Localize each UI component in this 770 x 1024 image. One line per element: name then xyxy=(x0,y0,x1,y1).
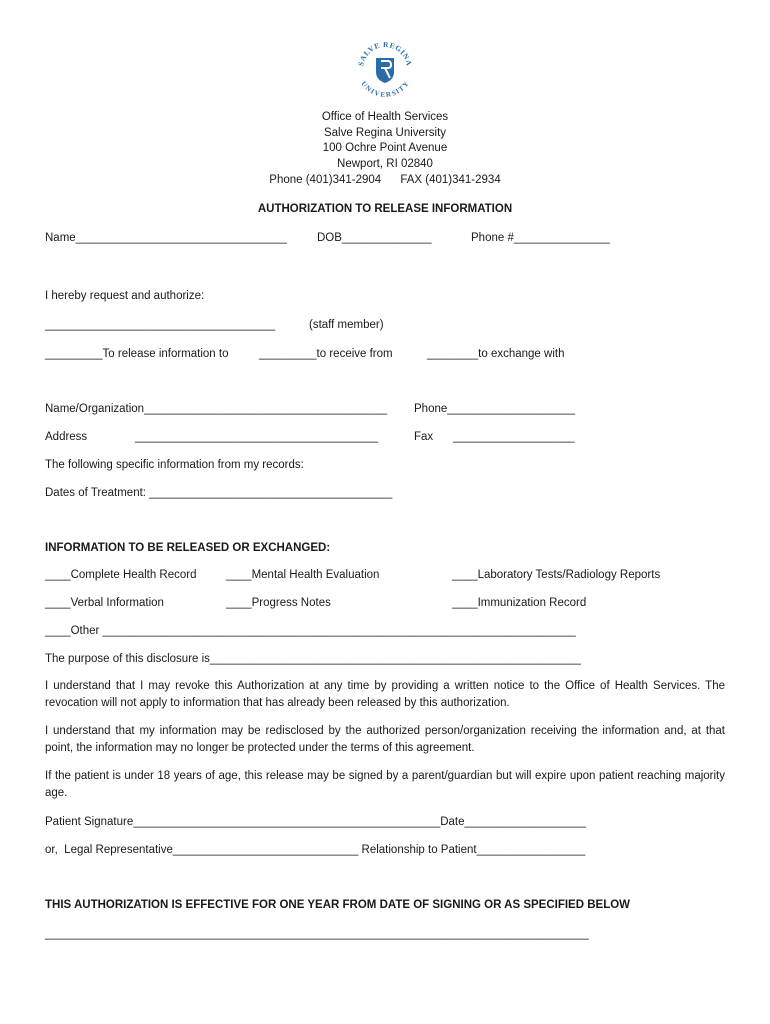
info-heading: INFORMATION TO BE RELEASED OR EXCHANGED: xyxy=(45,542,331,554)
request-intro: I hereby request and authorize: xyxy=(45,290,205,302)
dob-field[interactable]: DOB______________ xyxy=(317,232,432,244)
item-mental-health-evaluation[interactable]: ____Mental Health Evaluation xyxy=(226,569,380,581)
recipient-name-field[interactable]: Name/Organization______________________________________ xyxy=(45,403,388,415)
item-lab-radiology[interactable]: ____Laboratory Tests/Radiology Reports xyxy=(452,569,661,581)
office-name: Office of Health Services xyxy=(321,111,449,123)
effective-notice: THIS AUTHORIZATION IS EFFECTIVE FOR ONE YEAR FROM DATE OF SIGNING OR AS SPECIFIED BELOW xyxy=(45,899,631,911)
address-label: Address xyxy=(45,431,88,443)
item-other-field[interactable]: ____Other __________________________________________________________________________ xyxy=(45,625,576,637)
item-complete-health-record[interactable]: ____Complete Health Record xyxy=(45,569,197,581)
patient-phone-field[interactable]: Phone #_______________ xyxy=(471,232,610,244)
item-progress-notes[interactable]: ____Progress Notes xyxy=(226,597,331,609)
revoke-paragraph: I understand that I may revoke this Authorization at any time by providing a written notice to the Office of Health Services. The revocation will not apply to information that has already been released by this authorization. xyxy=(45,680,725,709)
patient-signature-field[interactable]: Patient Signature________________________________________________Date___________________ xyxy=(45,816,587,828)
address-field[interactable]: ______________________________________ xyxy=(135,431,379,443)
staff-member-label: (staff member) xyxy=(309,319,384,331)
staff-member-field[interactable]: ____________________________________ xyxy=(45,319,276,331)
item-immunization-record[interactable]: ____Immunization Record xyxy=(452,597,587,609)
specific-info-text: The following specific information from my records: xyxy=(45,459,304,471)
logo-text-top: SALVE REGINA xyxy=(356,39,414,67)
university-name: Salve Regina University xyxy=(323,127,447,139)
university-seal-logo xyxy=(354,38,416,100)
legal-representative-field[interactable]: or, Legal Representative_____________________________ Relationship to Patient_________________ xyxy=(45,844,586,856)
effective-specification-field[interactable]: _____________________________________________________________________________________ xyxy=(45,928,589,940)
form-title: AUTHORIZATION TO RELEASE INFORMATION xyxy=(257,203,513,215)
minor-paragraph: If the patient is under 18 years of age, this release may be signed by a parent/guardian but will expire upon patient reaching majority age. xyxy=(45,770,725,799)
fax-field[interactable]: ___________________ xyxy=(453,431,575,443)
street-address: 100 Ochre Point Avenue xyxy=(322,142,448,154)
patient-name-field[interactable]: Name_________________________________ xyxy=(45,232,287,244)
item-verbal-information[interactable]: ____Verbal Information xyxy=(45,597,164,609)
city-state-zip: Newport, RI 02840 xyxy=(337,158,433,170)
option-release[interactable]: _________To release information to xyxy=(45,348,229,360)
redisclose-paragraph: I understand that my information may be redisclosed by the authorized person/organization receiving the information and, at that point, the information may no longer be protected under the terms of this agreement. xyxy=(45,725,725,754)
recipient-phone-field[interactable]: Phone____________________ xyxy=(414,403,576,415)
purpose-field[interactable]: The purpose of this disclosure is__________________________________________________________ xyxy=(45,653,581,665)
option-receive[interactable]: _________to receive from xyxy=(259,348,393,360)
dates-of-treatment-field[interactable]: Dates of Treatment: ______________________________________ xyxy=(45,487,393,499)
logo-text-bottom: UNIVERSITY xyxy=(359,79,411,99)
phone-fax: Phone (401)341-2904 FAX (401)341-2934 xyxy=(269,174,501,186)
fax-label: Fax xyxy=(414,431,434,443)
option-exchange[interactable]: ________to exchange with xyxy=(427,348,565,360)
